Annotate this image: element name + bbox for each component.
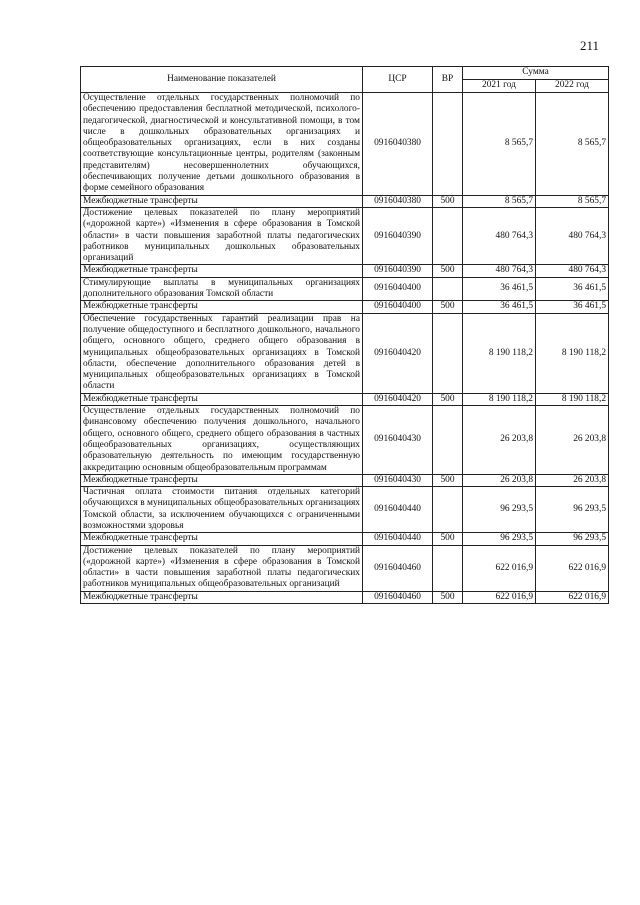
row-vr (433, 406, 463, 475)
row-vr: 500 (433, 533, 463, 545)
header-csr: ЦСР (363, 67, 433, 93)
row-name: Достижение целевых показателей по плану мероприятий («дорожной карте») «Изменения в сфере образования в Томской области» в части повышения заработной платы педагогических работников муниципальных общеобразовательных организаций (81, 545, 363, 591)
row-vr: 500 (433, 474, 463, 486)
row-name: Осуществление отдельных государственных полномочий по обеспечению предоставления бесплатной методической, психолого-педагогической, диагностической и консультативной помощи, в том числе в дошкольных образовательных организациях и общеобразовательных организациях, если в них созданы соответствующие консультационные центры, родителям (законным представителям) несовершеннолетних обучающихся, обеспечивающих получение детьми дошкольного образования в форме семейного образования (81, 93, 363, 196)
row-sum-2021: 96 293,5 (463, 487, 536, 533)
table-row (81, 487, 609, 533)
row-csr: 0916040380 (363, 93, 433, 196)
table-row (81, 393, 609, 405)
row-csr: 0916040390 (363, 207, 433, 264)
table-row (81, 93, 609, 196)
row-name: Осуществление отдельных государственных полномочий по финансовому обеспечению получения дошкольного, начального общего, основного общего, среднего общего образования в частных общеобразовательных организациях, осуществляющих образовательную деятельность по имеющим государственную аккредитацию основным общеобразовательным программам (81, 406, 363, 475)
row-sum-2022: 8 565,7 (536, 93, 609, 196)
row-vr: 500 (433, 195, 463, 207)
table-row (81, 591, 609, 603)
row-sum-2021: 8 190 118,2 (463, 393, 536, 405)
table-row (81, 406, 609, 475)
row-csr: 0916040430 (363, 474, 433, 486)
row-name: Межбюджетные трансферты (81, 195, 363, 207)
row-csr: 0916040430 (363, 406, 433, 475)
row-name: Межбюджетные трансферты (81, 265, 363, 277)
row-sum-2021: 26 203,8 (463, 474, 536, 486)
row-sum-2022: 96 293,5 (536, 533, 609, 545)
table-row (81, 207, 609, 264)
row-sum-2021: 480 764,3 (463, 265, 536, 277)
row-sum-2021: 480 764,3 (463, 207, 536, 264)
row-vr (433, 277, 463, 301)
row-name: Межбюджетные трансферты (81, 301, 363, 313)
row-name: Межбюджетные трансферты (81, 533, 363, 545)
row-sum-2021: 96 293,5 (463, 533, 536, 545)
page-number: 211 (579, 38, 599, 53)
row-sum-2022: 622 016,9 (536, 591, 609, 603)
row-csr: 0916040390 (363, 265, 433, 277)
row-sum-2021: 26 203,8 (463, 406, 536, 475)
budget-table (80, 66, 609, 604)
row-csr: 0916040440 (363, 533, 433, 545)
table-row (81, 545, 609, 591)
row-sum-2022: 8 565,7 (536, 195, 609, 207)
row-csr: 0916040460 (363, 545, 433, 591)
row-vr (433, 487, 463, 533)
row-sum-2021: 622 016,9 (463, 591, 536, 603)
row-sum-2022: 96 293,5 (536, 487, 609, 533)
row-name: Достижение целевых показателей по плану мероприятий («дорожной карте») «Изменения в сфере образования в Томской области» в части повышения заработной платы педагогических работников муниципальных дошкольных образовательных организаций (81, 207, 363, 264)
row-sum-2022: 8 190 118,2 (536, 313, 609, 393)
row-vr (433, 313, 463, 393)
row-sum-2022: 622 016,9 (536, 545, 609, 591)
row-sum-2022: 480 764,3 (536, 265, 609, 277)
table-row (81, 474, 609, 486)
row-csr: 0916040400 (363, 301, 433, 313)
row-vr (433, 545, 463, 591)
row-sum-2021: 36 461,5 (463, 277, 536, 301)
row-csr: 0916040440 (363, 487, 433, 533)
row-sum-2021: 8 565,7 (463, 195, 536, 207)
table-row (81, 313, 609, 393)
row-sum-2022: 26 203,8 (536, 474, 609, 486)
row-sum-2022: 480 764,3 (536, 207, 609, 264)
table-row (81, 533, 609, 545)
row-vr: 500 (433, 265, 463, 277)
row-csr: 0916040420 (363, 393, 433, 405)
row-csr: 0916040420 (363, 313, 433, 393)
row-sum-2021: 8 565,7 (463, 93, 536, 196)
row-name: Межбюджетные трансферты (81, 474, 363, 486)
header-vr: ВР (433, 67, 463, 93)
header-2022: 2022 год (536, 80, 609, 93)
row-vr: 500 (433, 301, 463, 313)
row-vr: 500 (433, 393, 463, 405)
row-sum-2022: 26 203,8 (536, 406, 609, 475)
row-sum-2022: 36 461,5 (536, 301, 609, 313)
table-row (81, 301, 609, 313)
table-row (81, 195, 609, 207)
row-name: Стимулирующие выплаты в муниципальных организациях дополнительного образования Томской области (81, 277, 363, 301)
row-name: Частичная оплата стоимости питания отдельных категорий обучающихся в муниципальных общеобразовательных организациях Томской области, за исключением обучающихся с ограниченными возможностями здоровья (81, 487, 363, 533)
row-sum-2022: 36 461,5 (536, 277, 609, 301)
row-csr: 0916040460 (363, 591, 433, 603)
row-csr: 0916040380 (363, 195, 433, 207)
header-sum: Сумма (463, 67, 609, 80)
table-row (81, 277, 609, 301)
header-name: Наименование показателей (81, 67, 363, 93)
row-sum-2021: 622 016,9 (463, 545, 536, 591)
row-sum-2021: 8 190 118,2 (463, 313, 536, 393)
row-vr: 500 (433, 591, 463, 603)
row-sum-2022: 8 190 118,2 (536, 393, 609, 405)
row-sum-2021: 36 461,5 (463, 301, 536, 313)
row-name: Обеспечение государственных гарантий реализации прав на получение общедоступного и бесплатного дошкольного, начального общего, основного общего, среднего общего образования в муниципальных общеобразовательных организациях в Томской области, обеспечение дополнительного образования детей в муниципальных общеобразовательных организациях в Томской области (81, 313, 363, 393)
row-vr (433, 93, 463, 196)
table-row (81, 265, 609, 277)
row-csr: 0916040400 (363, 277, 433, 301)
row-vr (433, 207, 463, 264)
header-2021: 2021 год (463, 80, 536, 93)
row-name: Межбюджетные трансферты (81, 591, 363, 603)
row-name: Межбюджетные трансферты (81, 393, 363, 405)
